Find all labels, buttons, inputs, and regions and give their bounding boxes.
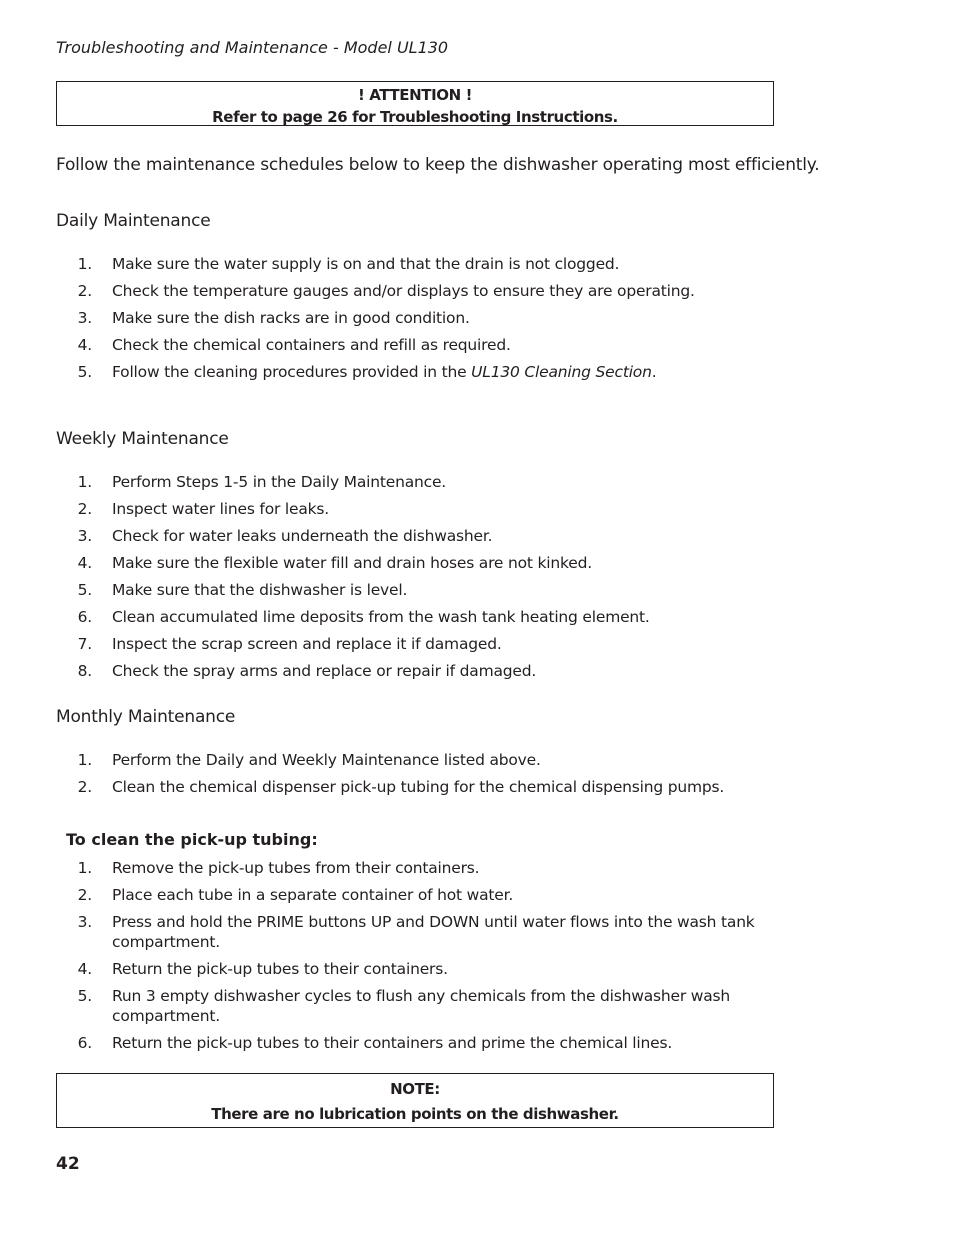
list-item: 1. Make sure the water supply is on and that the drain is not clogged.	[77, 255, 620, 273]
tubing-cleaning-title: To clean the pick-up tubing:	[66, 830, 318, 849]
list-item: 7. Inspect the scrap screen and replace it if damaged.	[77, 635, 502, 653]
page-header: Troubleshooting and Maintenance - Model UL130	[56, 38, 449, 57]
monthly-maintenance-list	[0, 750, 762, 804]
list-item: 1. Remove the pick-up tubes from their containers.	[77, 859, 480, 877]
weekly-maintenance-title: Weekly Maintenance	[56, 429, 229, 449]
list-item: 6. Clean accumulated lime deposits from the wash tank heating element.	[77, 608, 650, 626]
list-item: 1. Perform Steps 1-5 in the Daily Maintenance.	[77, 473, 447, 491]
list-item: 6. Return the pick-up tubes to their containers and prime the chemical lines.	[77, 1034, 673, 1052]
list-item: 5. Follow the cleaning procedures provided in the UL130 Cleaning Section.	[77, 363, 657, 381]
cleaning-section-reference: UL130 Cleaning Section	[471, 363, 652, 381]
list-item: 8. Check the spray arms and replace or repair if damaged.	[77, 662, 537, 680]
tubing-cleaning-list	[0, 858, 762, 1060]
list-item: 5. Make sure that the dishwasher is level.	[77, 581, 408, 599]
list-item: 1. Perform the Daily and Weekly Maintenance listed above.	[77, 751, 541, 769]
list-item: 2. Place each tube in a separate container of hot water.	[77, 886, 514, 904]
daily-maintenance-title: Daily Maintenance	[56, 211, 211, 231]
list-item: 5. Run 3 empty dishwasher cycles to flush any chemicals from the dishwasher wash compartment.	[77, 987, 731, 1025]
list-item: 4. Check the chemical containers and refill as required.	[77, 336, 511, 354]
list-item: 4. Make sure the flexible water fill and drain hoses are not kinked.	[77, 554, 592, 572]
list-item: 2. Clean the chemical dispenser pick-up tubing for the chemical dispensing pumps.	[77, 778, 725, 796]
list-item: 4. Return the pick-up tubes to their containers.	[77, 960, 448, 978]
weekly-maintenance-list	[0, 472, 762, 688]
attention-box	[56, 81, 774, 126]
intro-text: Follow the maintenance schedules below to keep the dishwasher operating most efficiently.	[56, 155, 820, 175]
note-box	[56, 1073, 774, 1128]
attention-text: Refer to page 26 for Troubleshooting Instructions.	[212, 108, 618, 126]
list-item: 3. Check for water leaks underneath the dishwasher.	[77, 527, 493, 545]
note-heading: NOTE:	[390, 1080, 440, 1098]
note-text: There are no lubrication points on the dishwasher.	[211, 1105, 619, 1123]
daily-maintenance-list	[0, 254, 762, 389]
list-item: 3. Press and hold the PRIME buttons UP and DOWN until water flows into the wash tank compartment.	[77, 913, 755, 951]
list-item: 3. Make sure the dish racks are in good condition.	[77, 309, 470, 327]
page-number: 42	[56, 1154, 80, 1174]
monthly-maintenance-title: Monthly Maintenance	[56, 707, 236, 727]
list-item: 2. Check the temperature gauges and/or displays to ensure they are operating.	[77, 282, 695, 300]
list-item: 2. Inspect water lines for leaks.	[77, 500, 329, 518]
attention-heading: ! ATTENTION !	[357, 86, 473, 104]
